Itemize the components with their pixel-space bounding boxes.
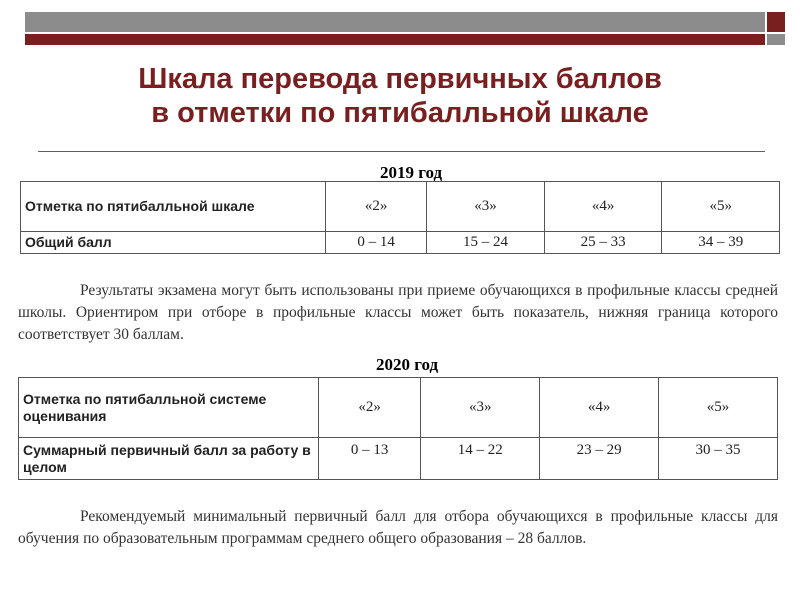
corner-red-square (767, 12, 785, 32)
table-row (21, 232, 780, 254)
range-cell: 25 – 33 (544, 232, 662, 254)
range-cell: 0 – 14 (326, 232, 427, 254)
year-2020-heading: 2020 год (376, 355, 439, 374)
slide-title (0, 62, 800, 130)
grade-cell: «3» (421, 378, 540, 438)
grade-cell: «4» (540, 378, 659, 438)
grade-cell: «3» (427, 182, 545, 232)
grade-cell: «2» (326, 182, 427, 232)
row-label-score: Общий балл (21, 232, 326, 254)
table-row (19, 438, 778, 480)
title-divider (38, 151, 765, 152)
range-cell: 15 – 24 (427, 232, 545, 254)
range-cell: 14 – 22 (421, 438, 540, 480)
grade-cell: «5» (659, 378, 778, 438)
note-2020: Рекомендуемый минимальный первичный балл для отбора обучающихся в профильные классы для обучения по образовательным программам среднего общего образования – 28 баллов. (18, 508, 778, 547)
grade-cell: «2» (319, 378, 421, 438)
row-label-grade: Отметка по пятибалльной шкале (21, 182, 326, 232)
corner-gray-square (767, 34, 785, 45)
grade-cell: «5» (662, 182, 780, 232)
range-cell: 34 – 39 (662, 232, 780, 254)
table-row (19, 378, 778, 438)
range-cell: 23 – 29 (540, 438, 659, 480)
slide-title-line1: Шкала перевода первичных баллов (138, 63, 662, 95)
range-cell: 0 – 13 (319, 438, 421, 480)
range-cell: 30 – 35 (659, 438, 778, 480)
note-2019: Результаты экзамена могут быть использованы при приеме обучающихся в профильные классы средней школы. Ориентиром при отборе в профильные классы может быть показатель, нижняя граница которого соответствует 30 баллам. (18, 282, 778, 343)
row-label-score: Суммарный первичный балл за работу в целом (19, 438, 319, 480)
score-table-2019 (20, 181, 780, 254)
year-2019-heading: 2019 год (380, 163, 443, 182)
table-row (21, 182, 780, 232)
slide-title-line2: в отметки по пятибалльной шкале (151, 97, 649, 129)
top-red-bar (25, 34, 765, 45)
score-table-2020 (18, 377, 778, 480)
row-label-grade: Отметка по пятибалльной системе оценивания (19, 378, 319, 438)
grade-cell: «4» (544, 182, 662, 232)
top-gray-bar (25, 12, 765, 32)
